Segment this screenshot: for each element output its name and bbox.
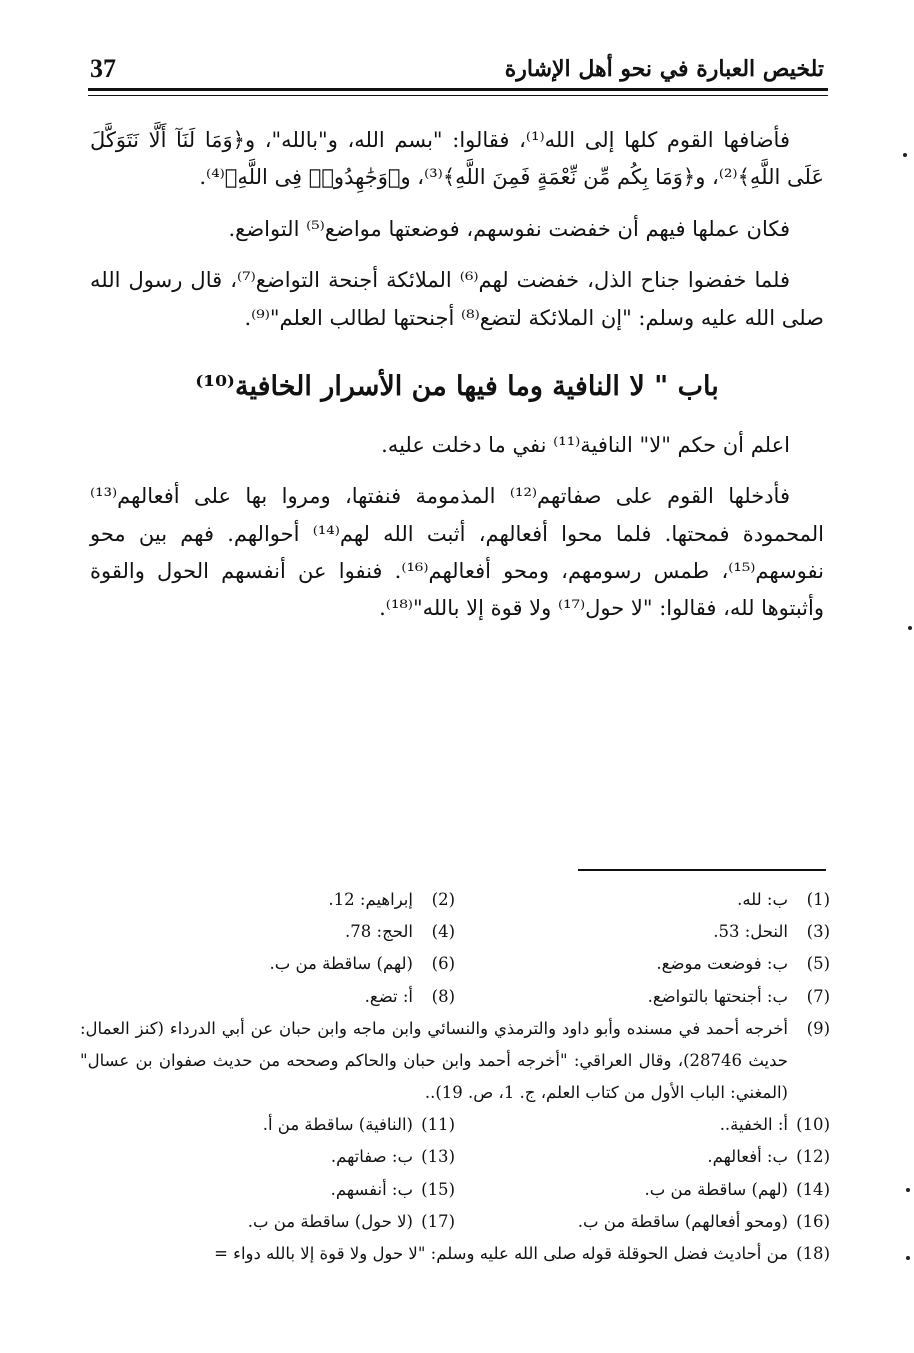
footnote-number: (3) [806,922,830,942]
footnote-text: إبراهيم: 12. [328,890,413,909]
footnote-row [80,1206,830,1238]
footnote-text: ب: صفاتهم. [330,1147,413,1167]
footnote-number: (14) [796,1179,830,1199]
footnote-number: (17) [421,1211,455,1231]
header-rule-thick [88,88,828,91]
footnote-number: (1) [806,890,830,909]
footnote [80,1238,830,1270]
footnotes [80,884,830,1270]
footnote-number: (6) [431,954,455,974]
footnote [80,1141,455,1173]
footnote-number: (16) [796,1211,830,1231]
footnote [80,916,455,948]
footnote-text: (ومحو أفعالهم) ساقطة من ب. [577,1211,788,1231]
footnote-number: (18) [796,1243,830,1263]
footnote-number: (2) [431,890,455,909]
footnote-row [80,1174,830,1206]
paragraph: فكان عملها فيهم أن خفضت نفوسهم، فوضعتها مواضع⁽⁵⁾ التواضع. [228,216,790,241]
scan-speck [908,626,912,630]
footnote-row [80,916,830,948]
footnote [455,981,830,1013]
footnote [80,1109,455,1141]
header-rule-thin [88,95,828,96]
page-header [90,52,824,92]
footnote-number: (5) [806,954,830,974]
footnote-text: ب: أفعالهم. [707,1147,788,1167]
footnote [455,1109,830,1141]
footnote [455,1141,830,1173]
page-number: 37 [90,54,116,83]
footnote [455,884,830,916]
footnote [455,916,830,948]
footnote [80,981,455,1013]
footnote [455,948,830,980]
footnote [455,1174,830,1206]
footnote-number: (11) [421,1115,455,1135]
footnote-number: (9) [806,1018,830,1038]
footnote-text: (لا حول) ساقطة من ب. [247,1211,413,1231]
footnote-number: (7) [806,986,830,1006]
footnote-row [80,981,830,1013]
footnote-text: أ: تضع. [364,986,413,1006]
footnote-number: (12) [796,1147,830,1167]
footnote-separator [578,869,826,871]
footnote [455,1206,830,1238]
section-heading: باب " لا النافية وما فيها من الأسرار الخافية⁽¹⁰⁾ [195,370,719,402]
footnote-number: (15) [421,1179,455,1199]
footnote-number: (8) [431,986,455,1006]
footnote-text: النحل: 53. [713,922,788,942]
footnote-row [80,948,830,980]
paragraph: فأضافها القوم كلها إلى الله⁽¹⁾، فقالوا: "بسم الله، و"بالله"، و﴿وَمَا لَنَآ أَلَّا نَتَوَكَّلَ عَلَى اللَّهِ﴾⁽²⁾، و﴿وَمَا بِكُم مِّن نِّعْمَةٍ فَمِنَ اللَّهِ﴾⁽³⁾، و﴿وَجَٰهِدُوا۟ فِى اللَّهِ﴾⁽⁴⁾. [90,128,824,190]
footnote-row [80,1141,830,1173]
footnote [80,1206,455,1238]
running-title: تلخيص العبارة في نحو أهل الإشارة [504,56,824,82]
footnote-text: ب: لله. [737,890,788,909]
paragraph: فلما خفضوا جناح الذل، خفضت لهم⁽⁶⁾ الملائكة أجنحة التواضع⁽⁷⁾، قال رسول الله صلى الله عليه وسلم: "إن الملائكة لتضع⁽⁸⁾ أجنحتها لطالب العلم"⁽⁹⁾. [90,268,824,330]
paragraph: اعلم أن حكم "لا" النافية⁽¹¹⁾ نفي ما دخلت عليه. [381,432,790,457]
footnote-row [80,884,830,916]
footnote-number: (10) [796,1115,830,1135]
scan-speck [906,1256,910,1260]
scan-speck [906,1188,910,1192]
footnote-text: ب: فوضعت موضع. [656,954,788,974]
footnote-number: (13) [421,1147,455,1167]
footnote-text: أخرجه أحمد في مسنده وأبو داود والترمذي والنسائي وابن ماجه وابن حبان عن أبي الدرداء (كنز العمال: حديث 28746)، وقال العراقي: "أخرجه أحمد وابن حبان والحاكم وصححه من حديث صفوان بن عسال" (المغني: الباب الأول من كتاب العلم، ج. 1، ص. 19).. [80,1018,788,1103]
footnote-text: الحج: 78. [345,922,413,942]
footnote [80,884,455,916]
footnote-row [80,1109,830,1141]
main-text [90,122,824,642]
footnote-text: (النافية) ساقطة من أ. [262,1115,413,1135]
footnote [80,948,455,980]
paragraph: فأدخلها القوم على صفاتهم⁽¹²⁾ المذمومة فنفتها، ومروا بها على أفعالهم⁽¹³⁾ المحمودة فمحتها. فلما محوا أفعالهم، أثبت الله لهم⁽¹⁴⁾ أحوالهم. فهم بين محو نفوسهم⁽¹⁵⁾، طمس رسومهم، ومحو أفعالهم⁽¹⁶⁾. فنفوا عن أنفسهم الحول والقوة وأثبتوها لله، فقالوا: "لا حول⁽¹⁷⁾ ولا قوة إلا بالله"⁽¹⁸⁾. [90,484,824,621]
footnote [80,1013,830,1110]
scan-speck [903,153,907,157]
footnote-text: ب: أنفسهم. [330,1179,413,1199]
footnote-text: (لهم) ساقطة من ب. [269,954,413,974]
footnote-text: من أحاديث فضل الحوقلة قوله صلى الله عليه وسلم: "لا حول ولا قوة إلا بالله دواء = [214,1243,788,1263]
footnote [80,1174,455,1206]
footnote-number: (4) [431,922,455,942]
footnote-text: (لهم) ساقطة من ب. [644,1179,788,1199]
footnote-text: ب: أجنحتها بالتواضع. [647,986,788,1006]
footnote-text: أ: الخفية.. [719,1115,788,1135]
